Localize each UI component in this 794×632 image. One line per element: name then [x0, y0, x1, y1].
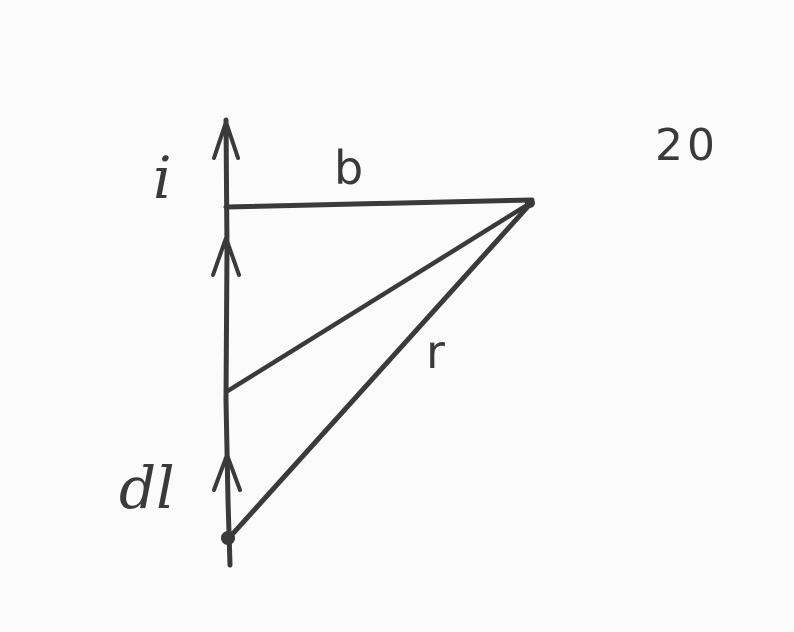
element-dl-dot: [221, 531, 235, 545]
wire-line: [226, 120, 230, 565]
element-label: dl: [119, 454, 175, 522]
connecting-line-middle: [226, 202, 532, 392]
page-number-label: 20: [655, 120, 719, 171]
perpendicular-line-b: [226, 200, 532, 207]
distance-label: r: [426, 325, 445, 379]
perpendicular-distance-label: b: [334, 141, 364, 195]
distance-line-r: [229, 202, 532, 538]
field-point-dot: [525, 198, 535, 208]
current-label: i: [153, 144, 172, 212]
